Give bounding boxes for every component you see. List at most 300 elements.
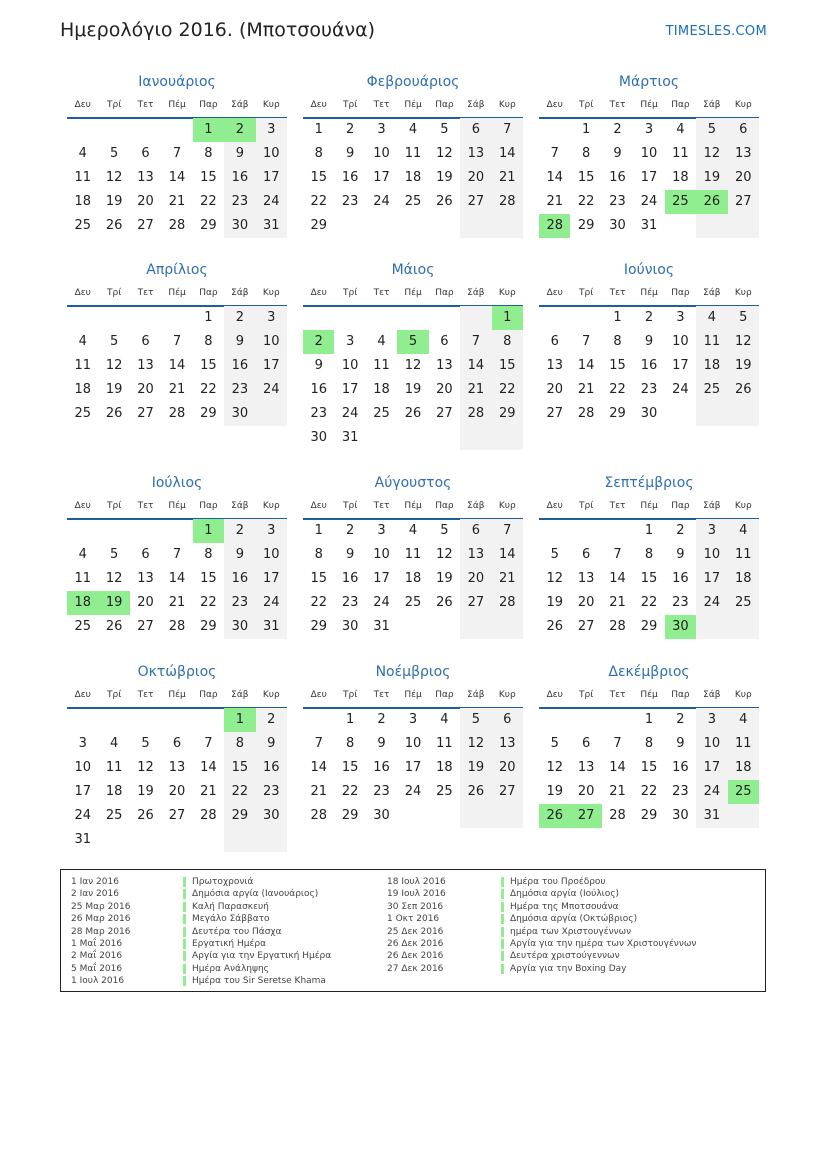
holiday-date: 5 Μαΐ 2016 xyxy=(71,963,123,974)
weekday-label: Πέμ xyxy=(640,100,658,110)
day-cell: 26 xyxy=(436,595,453,610)
day-cell: 11 xyxy=(436,736,453,751)
day-cell: 7 xyxy=(172,146,182,161)
day-cell: 28 xyxy=(609,808,626,823)
day-cell: 2 xyxy=(256,708,287,732)
day-cell: 24 xyxy=(672,382,689,397)
day-cell: 13 xyxy=(137,170,154,185)
day-cell: 31 xyxy=(373,619,390,634)
month-calendar xyxy=(303,262,523,462)
day-cell: 15 xyxy=(224,756,255,780)
day-cell: 15 xyxy=(310,571,327,586)
day-cell: 3 xyxy=(377,122,386,137)
day-cell: 5 xyxy=(550,547,559,562)
day-cell: 12 xyxy=(546,571,563,586)
day-cell: 8 xyxy=(613,334,622,349)
day-cell: 19 xyxy=(436,170,453,185)
weekday-header xyxy=(539,501,759,515)
day-cell: 21 xyxy=(460,378,491,402)
day-cell: 17 xyxy=(404,760,422,775)
day-cell: 14 xyxy=(460,354,491,378)
day-cell: 27 xyxy=(546,406,563,421)
day-cell: 8 xyxy=(644,736,654,751)
day-cell: 20 xyxy=(728,166,759,190)
day-cell: 6 xyxy=(728,118,759,142)
day-cell: 27 xyxy=(137,619,154,634)
day-cell: 9 xyxy=(314,358,323,373)
holiday-date: 26 Μαρ 2016 xyxy=(71,914,131,925)
day-cell: 21 xyxy=(200,784,217,799)
weekday-label: Πέμ xyxy=(640,501,658,511)
day-cell: 5 xyxy=(109,334,119,349)
day-cell: 27 xyxy=(460,190,491,214)
day-cell: 24 xyxy=(341,406,359,421)
day-cell: 18 xyxy=(74,382,91,397)
day-cell: 22 xyxy=(200,382,217,397)
weekday-label: Τρί xyxy=(107,100,122,110)
day-cell: 19 xyxy=(460,756,491,780)
day-cell: 10 xyxy=(696,732,727,756)
holiday-day-cell: 1 xyxy=(193,118,224,142)
day-cell: 27 xyxy=(137,406,154,421)
day-cell: 12 xyxy=(105,170,123,185)
day-cell: 9 xyxy=(377,736,386,751)
day-cell: 4 xyxy=(676,122,685,137)
day-cell: 20 xyxy=(546,382,563,397)
day-cell: 22 xyxy=(492,378,523,402)
weekday-label: Πέμ xyxy=(640,690,658,700)
holiday-day-cell: 5 xyxy=(397,330,428,354)
day-cell: 18 xyxy=(373,382,390,397)
weekday-label: Πέμ xyxy=(168,288,186,298)
month-calendar xyxy=(539,74,759,274)
holiday-row xyxy=(61,901,761,913)
day-cell: 19 xyxy=(436,571,453,586)
day-cell: 13 xyxy=(492,732,523,756)
day-cell: 28 xyxy=(460,402,491,426)
weekday-header xyxy=(67,288,287,302)
day-cell: 8 xyxy=(345,736,355,751)
day-cell: 20 xyxy=(137,595,154,610)
day-cell: 22 xyxy=(577,194,595,209)
day-cell: 22 xyxy=(310,595,327,610)
weekday-label: Πέμ xyxy=(404,100,422,110)
day-cell: 24 xyxy=(373,595,390,610)
day-cell: 2 xyxy=(676,712,685,727)
day-cell: 25 xyxy=(105,808,123,823)
day-cell: 16 xyxy=(672,760,689,775)
weekday-label: Παρ xyxy=(435,501,454,511)
day-cell: 8 xyxy=(204,547,213,562)
holiday-row xyxy=(61,938,761,950)
empty-weekend-cell xyxy=(492,804,523,828)
day-cell: 7 xyxy=(172,334,182,349)
day-cell: 24 xyxy=(373,194,390,209)
day-cell: 10 xyxy=(404,736,422,751)
day-cell: 27 xyxy=(436,406,453,421)
day-cell: 29 xyxy=(310,218,327,233)
holiday-name: Αργία για την Εργατική Ημέρα xyxy=(192,951,332,962)
month-calendar xyxy=(303,664,523,864)
holiday-day-cell: 30 xyxy=(665,615,696,639)
day-cell: 4 xyxy=(377,334,386,349)
day-cell: 25 xyxy=(404,194,422,209)
day-cell: 9 xyxy=(676,736,685,751)
weekday-label: Δευ xyxy=(310,100,327,110)
day-cell: 1 xyxy=(581,122,591,137)
day-cell: 22 xyxy=(640,595,658,610)
day-cell: 5 xyxy=(109,146,119,161)
day-cell: 16 xyxy=(341,571,359,586)
day-cell: 30 xyxy=(373,808,390,823)
weekday-label: Τρί xyxy=(579,501,594,511)
weekday-header xyxy=(303,288,523,302)
day-cell: 26 xyxy=(137,808,154,823)
day-cell: 11 xyxy=(105,760,123,775)
day-cell: 29 xyxy=(640,619,658,634)
day-cell: 7 xyxy=(204,736,213,751)
day-cell: 4 xyxy=(728,519,759,543)
day-cell: 9 xyxy=(345,146,355,161)
day-cell: 18 xyxy=(404,571,422,586)
month-calendar xyxy=(67,475,287,675)
day-cell: 9 xyxy=(256,732,287,756)
page-title: Ημερολόγιο 2016. (Μποτσουάνα) xyxy=(60,19,376,41)
day-cell: 29 xyxy=(640,808,658,823)
day-cell: 30 xyxy=(310,430,327,445)
day-cell: 27 xyxy=(460,591,491,615)
day-cell: 16 xyxy=(224,166,255,190)
day-cell: 12 xyxy=(436,146,453,161)
day-cell: 16 xyxy=(256,756,287,780)
day-cell: 5 xyxy=(696,118,727,142)
holiday-marker xyxy=(501,927,504,937)
holiday-date: 18 Ιουλ 2016 xyxy=(387,877,446,887)
holiday-date: 26 Δεκ 2016 xyxy=(387,938,444,949)
weekday-label: Τρί xyxy=(579,690,594,700)
day-cell: 28 xyxy=(310,808,327,823)
month-name: Ιούνιος xyxy=(623,262,675,278)
holiday-date: 1 Οκτ 2016 xyxy=(387,914,440,925)
day-cell: 19 xyxy=(696,166,727,190)
holiday-name: Μεγάλο Σάββατο xyxy=(192,914,270,925)
day-cell: 8 xyxy=(224,732,255,756)
day-cell: 15 xyxy=(200,358,217,373)
day-cell: 17 xyxy=(640,170,658,185)
day-cell: 21 xyxy=(168,382,186,397)
weekday-label: Τετ xyxy=(373,100,390,110)
day-cell: 28 xyxy=(577,406,595,421)
weekday-label: Δευ xyxy=(546,690,563,700)
day-cell: 4 xyxy=(78,146,87,161)
day-cell: 3 xyxy=(256,118,287,142)
empty-weekend-cell xyxy=(460,615,491,639)
day-cell: 23 xyxy=(672,784,689,799)
day-cell: 1 xyxy=(314,523,323,538)
day-cell: 19 xyxy=(105,382,123,397)
day-cell: 6 xyxy=(581,736,591,751)
day-cell: 15 xyxy=(200,170,217,185)
holiday-name: Δημόσια αργία (Οκτώβριος) xyxy=(510,914,638,925)
holidays-list xyxy=(60,869,766,992)
weekday-label: Κυρ xyxy=(262,501,280,511)
weekday-label: Τρί xyxy=(343,690,358,700)
holiday-day-cell: 25 xyxy=(728,780,759,804)
day-cell: 19 xyxy=(404,382,422,397)
weekday-label: Κυρ xyxy=(498,501,516,511)
month-name: Ιανουάριος xyxy=(138,74,216,90)
weekday-label: Κυρ xyxy=(262,690,280,700)
weekday-label: Παρ xyxy=(671,100,690,110)
weekday-label: Σάβ xyxy=(467,501,485,511)
day-cell: 25 xyxy=(436,784,453,799)
weekday-label: Τετ xyxy=(137,690,154,700)
day-cell: 2 xyxy=(613,122,622,137)
weekday-label: Παρ xyxy=(671,288,690,298)
holiday-name: Αργία για την ημέρα των Χριστουγέννων xyxy=(510,938,697,949)
day-cell: 26 xyxy=(105,406,123,421)
day-cell: 9 xyxy=(224,330,255,354)
day-cell: 7 xyxy=(172,547,182,562)
day-cell: 16 xyxy=(672,571,689,586)
day-cell: 23 xyxy=(672,595,689,610)
day-cell: 15 xyxy=(492,354,523,378)
day-cell: 23 xyxy=(256,780,287,804)
weekday-header xyxy=(539,100,759,114)
holiday-date: 1 Ιουλ 2016 xyxy=(71,976,125,987)
weekday-header xyxy=(303,501,523,515)
day-cell: 14 xyxy=(168,358,186,373)
month-calendar xyxy=(539,262,759,462)
day-cell: 13 xyxy=(436,358,453,373)
day-cell: 8 xyxy=(204,146,213,161)
day-cell: 8 xyxy=(581,146,591,161)
weekday-label: Τρί xyxy=(579,100,594,110)
day-cell: 29 xyxy=(224,804,255,828)
day-cell: 29 xyxy=(200,218,217,233)
day-cell: 1 xyxy=(204,310,213,325)
weekday-label: Τετ xyxy=(609,690,626,700)
day-cell: 11 xyxy=(404,547,422,562)
holiday-name: Δευτέρα χριστούγεννων xyxy=(510,951,620,962)
weekday-label: Τετ xyxy=(373,501,390,511)
day-cell: 11 xyxy=(74,358,91,373)
day-cell: 21 xyxy=(577,382,595,397)
day-cell: 8 xyxy=(204,334,213,349)
holiday-marker xyxy=(183,976,186,986)
day-cell: 21 xyxy=(492,166,523,190)
day-cell: 13 xyxy=(460,543,491,567)
weekday-label: Πέμ xyxy=(404,501,422,511)
day-cell: 18 xyxy=(105,784,123,799)
day-cell: 10 xyxy=(256,142,287,166)
day-cell: 14 xyxy=(492,543,523,567)
day-cell: 24 xyxy=(696,591,727,615)
day-cell: 14 xyxy=(492,142,523,166)
day-cell: 24 xyxy=(696,780,727,804)
day-cell: 22 xyxy=(341,784,359,799)
day-cell: 5 xyxy=(440,523,449,538)
day-cell: 8 xyxy=(644,547,654,562)
weekday-label: Κυρ xyxy=(734,288,752,298)
empty-weekend-cell xyxy=(224,828,255,852)
day-cell: 3 xyxy=(696,708,727,732)
day-cell: 1 xyxy=(345,712,355,727)
day-cell: 22 xyxy=(200,194,217,209)
day-cell: 26 xyxy=(105,619,123,634)
day-cell: 19 xyxy=(546,595,563,610)
day-cell: 13 xyxy=(460,142,491,166)
day-cell: 21 xyxy=(492,567,523,591)
day-cell: 13 xyxy=(728,142,759,166)
holiday-date: 2 Μαΐ 2016 xyxy=(71,951,123,962)
day-cell: 1 xyxy=(644,712,654,727)
day-cell: 22 xyxy=(224,780,255,804)
weekday-label: Σάβ xyxy=(231,100,249,110)
weekday-label: Δευ xyxy=(310,501,327,511)
empty-weekend-cell xyxy=(728,615,759,639)
day-cell: 16 xyxy=(640,358,658,373)
weekday-label: Σάβ xyxy=(231,288,249,298)
holiday-day-cell: 26 xyxy=(539,804,570,828)
holiday-marker xyxy=(501,889,504,899)
day-cell: 19 xyxy=(137,784,154,799)
day-cell: 29 xyxy=(492,402,523,426)
month-calendar xyxy=(539,664,759,864)
day-cell: 17 xyxy=(256,166,287,190)
weekday-label: Κυρ xyxy=(734,501,752,511)
day-cell: 17 xyxy=(256,354,287,378)
empty-weekend-cell xyxy=(492,615,523,639)
day-cell: 27 xyxy=(137,218,154,233)
day-cell: 14 xyxy=(168,571,186,586)
day-cell: 9 xyxy=(613,146,622,161)
day-cell: 10 xyxy=(373,547,390,562)
day-cell: 18 xyxy=(728,756,759,780)
day-cell: 5 xyxy=(728,306,759,330)
day-cell: 11 xyxy=(728,543,759,567)
day-cell: 30 xyxy=(224,402,255,426)
weekday-label: Τρί xyxy=(343,100,358,110)
day-cell: 25 xyxy=(74,619,91,634)
day-cell: 17 xyxy=(696,567,727,591)
day-cell: 6 xyxy=(440,334,449,349)
weekday-label: Σάβ xyxy=(467,690,485,700)
day-cell: 10 xyxy=(696,543,727,567)
day-cell: 6 xyxy=(172,736,182,751)
weekday-label: Σάβ xyxy=(703,288,721,298)
day-cell: 19 xyxy=(105,194,123,209)
day-cell: 20 xyxy=(137,194,154,209)
holiday-date: 30 Σεπ 2016 xyxy=(387,901,444,912)
empty-weekend-cell xyxy=(492,426,523,450)
weekday-label: Τετ xyxy=(609,100,626,110)
empty-weekend-cell xyxy=(460,804,491,828)
day-cell: 2 xyxy=(676,523,685,538)
day-cell: 25 xyxy=(74,218,91,233)
day-cell: 13 xyxy=(577,760,595,775)
day-cell: 19 xyxy=(546,784,563,799)
day-cell: 8 xyxy=(314,146,323,161)
day-cell: 25 xyxy=(404,595,422,610)
weekday-label: Τρί xyxy=(343,288,358,298)
day-cell: 3 xyxy=(377,523,386,538)
day-cell: 21 xyxy=(609,784,626,799)
day-cell: 12 xyxy=(137,760,154,775)
day-cell: 8 xyxy=(492,330,523,354)
empty-weekend-cell xyxy=(492,214,523,238)
day-cell: 23 xyxy=(224,190,255,214)
holiday-day-cell: 2 xyxy=(303,330,334,354)
day-cell: 31 xyxy=(696,804,727,828)
day-cell: 20 xyxy=(492,756,523,780)
day-cell: 6 xyxy=(492,708,523,732)
day-cell: 9 xyxy=(224,142,255,166)
month-calendar xyxy=(67,262,287,462)
day-cell: 18 xyxy=(696,354,727,378)
day-cell: 11 xyxy=(696,330,727,354)
day-cell: 6 xyxy=(550,334,559,349)
day-cell: 25 xyxy=(728,591,759,615)
day-cell: 24 xyxy=(256,190,287,214)
empty-weekend-cell xyxy=(696,615,727,639)
day-cell: 2 xyxy=(644,310,654,325)
weekday-label: Παρ xyxy=(435,288,454,298)
weekday-label: Παρ xyxy=(199,100,218,110)
holiday-day-cell: 25 xyxy=(665,190,696,214)
day-cell: 12 xyxy=(546,760,563,775)
holiday-marker xyxy=(501,902,504,912)
weekday-label: Παρ xyxy=(671,690,690,700)
weekday-header xyxy=(67,501,287,515)
day-cell: 1 xyxy=(314,122,323,137)
day-cell: 30 xyxy=(640,406,658,421)
weekday-label: Πέμ xyxy=(168,690,186,700)
day-cell: 18 xyxy=(672,170,689,185)
weekday-label: Τρί xyxy=(579,288,594,298)
day-cell: 27 xyxy=(728,190,759,214)
day-cell: 22 xyxy=(310,194,327,209)
weekday-header xyxy=(67,690,287,704)
day-cell: 31 xyxy=(640,218,658,233)
day-cell: 15 xyxy=(640,760,658,775)
weekday-label: Κυρ xyxy=(498,288,516,298)
holiday-day-cell: 27 xyxy=(570,804,601,828)
month-calendar xyxy=(67,74,287,274)
month-calendar xyxy=(303,74,523,274)
holiday-marker xyxy=(501,914,504,924)
day-cell: 7 xyxy=(460,330,491,354)
month-name: Νοέμβριος xyxy=(375,664,451,680)
day-cell: 14 xyxy=(609,571,626,586)
holiday-name: Εργατική Ημέρα xyxy=(192,938,266,949)
holiday-name: Δημόσια αργία (Ιούλιος) xyxy=(510,889,619,900)
weekday-label: Πέμ xyxy=(168,501,186,511)
day-cell: 19 xyxy=(728,354,759,378)
weekday-header xyxy=(67,100,287,114)
weekday-label: Σάβ xyxy=(231,690,249,700)
day-cell: 29 xyxy=(200,406,217,421)
day-cell: 26 xyxy=(728,378,759,402)
month-name: Αύγουστος xyxy=(374,475,452,491)
day-cell: 3 xyxy=(256,519,287,543)
brand-link[interactable]: TIMESLES.COM xyxy=(665,24,767,39)
weekday-header xyxy=(303,690,523,704)
day-cell: 5 xyxy=(440,122,449,137)
day-cell: 13 xyxy=(546,358,563,373)
weekday-label: Δευ xyxy=(74,288,91,298)
weekday-label: Σάβ xyxy=(703,100,721,110)
